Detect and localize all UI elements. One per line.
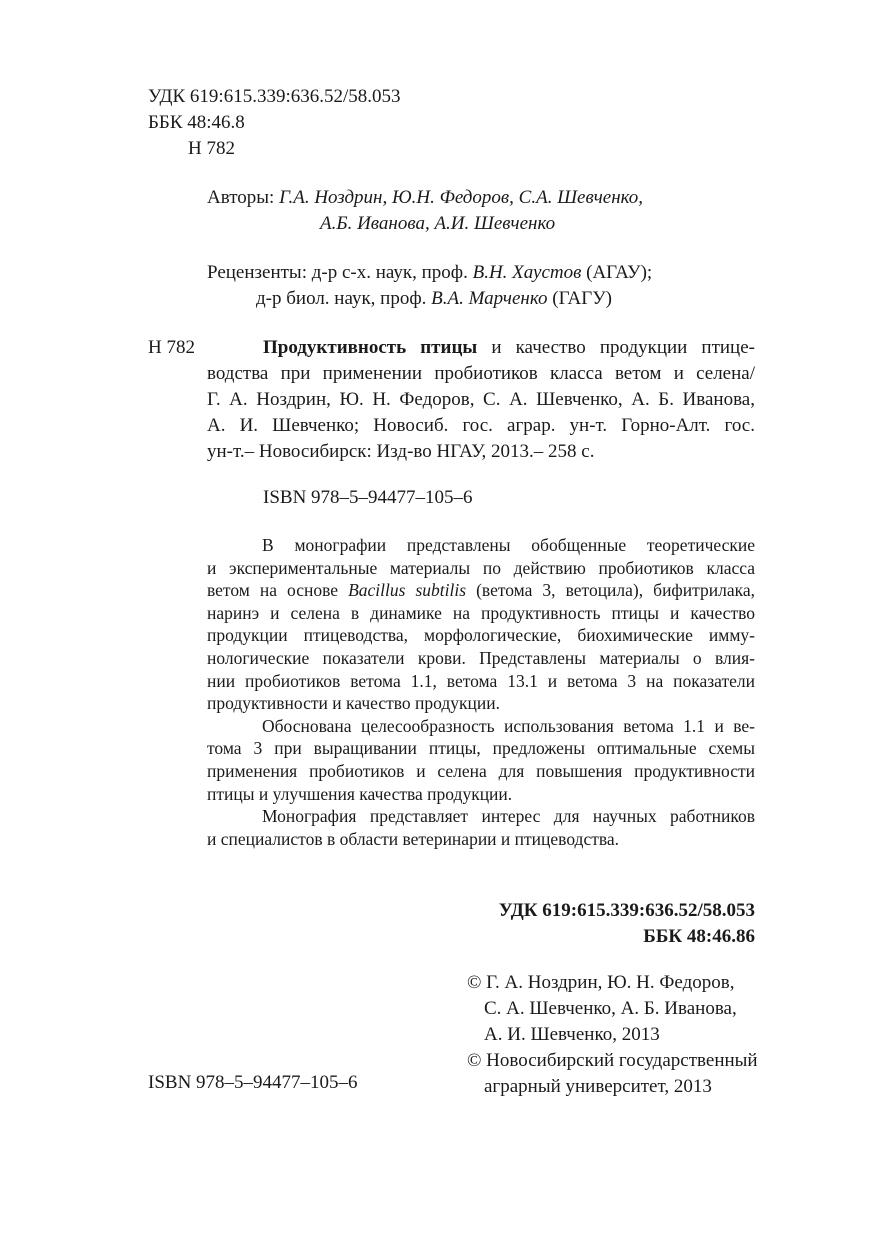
abstract-p1-line: продукции птицеводства, морфологические, биохимические имму- (207, 625, 755, 646)
copyright-block (467, 970, 758, 1100)
abstract-p2-line: птицы и улучшения качества продукции. (207, 783, 513, 804)
citation-line-3: Г. А. Ноздрин, Ю. Н. Федоров, С. А. Шевченко, А. Б. Иванова, (207, 389, 755, 410)
abstract-p1-line: нологические показатели крови. Представлены материалы о влия- (207, 647, 755, 668)
classification-bbk: ББК 48:46.86 (643, 926, 755, 947)
footer-isbn: ISBN 978–5–94477–105–6 (148, 1072, 358, 1093)
abstract-p1-line: ветом на основе (207, 580, 349, 601)
abstract-p1-line: наринэ и селена в динамике на продуктивность птицы и качество (207, 602, 755, 623)
abstract-p1-line: продуктивности и качество продукции. (207, 693, 500, 714)
abstract-p2-line: тома 3 при выращивании птицы, предложены оптимальные схемы (207, 738, 755, 759)
copyright-university-line: аграрный университет, 2013 (484, 1076, 712, 1097)
citation-isbn: ISBN 978–5–94477–105–6 (263, 487, 473, 508)
citation-code: Н 782 (148, 337, 195, 358)
abstract-p1-line: (ветома 3, ветоцила), бифитрилака, (466, 580, 755, 601)
abstract (207, 534, 755, 850)
authors-label: Авторы: (207, 187, 280, 208)
reviewer-1-name: В.Н. Хаустов (472, 262, 582, 283)
citation-block (207, 335, 755, 465)
abstract-p1-line: и экспериментальные материалы по действию пробиотиков класса (207, 557, 755, 578)
species-name: Bacillus subtilis (348, 580, 467, 601)
abstract-p2-line: Обоснована целесообразность использования ветома 1.1 и ве- (262, 715, 755, 736)
header-codes (148, 84, 401, 162)
classification-block (455, 898, 755, 950)
citation-line-4: А. И. Шевченко; Новосиб. гос. аграр. ун-т. Горно-Алт. гос. (207, 415, 755, 436)
authors-block (207, 185, 643, 237)
book-title-rest: и качество продукции птице- (477, 337, 755, 358)
reviewer-1-degree: д-р с-х. наук, проф. (311, 262, 473, 283)
reviewer-1-affiliation: (АГАУ); (581, 262, 653, 283)
reviewers-block (207, 260, 652, 312)
abstract-p1-line: В монографии представлены обобщенные теоретические (262, 535, 755, 555)
classification-udk: УДК 619:615.339:636.52/58.053 (498, 900, 755, 921)
abstract-p1-line: нии пробиотиков ветома 1.1, ветома 13.1 и ветома 3 на показатели (207, 670, 755, 691)
copyright-authors-line: А. И. Шевченко, 2013 (484, 1024, 660, 1045)
abstract-p3-line: Монография представляет интерес для научных работников (262, 806, 755, 827)
abstract-p3-line: и специалистов в области ветеринарии и птицеводства. (207, 828, 620, 849)
reviewers-label: Рецензенты: (207, 262, 312, 283)
header-udk: УДК 619:615.339:636.52/58.053 (148, 86, 401, 107)
citation-line-2: водства при применении пробиотиков класса ветом и селена/ (207, 363, 755, 384)
book-title: Продуктивность птицы (263, 337, 478, 358)
header-author-code: Н 782 (188, 138, 235, 159)
authors-line-1: Г.А. Ноздрин, Ю.Н. Федоров, С.А. Шевченко, (279, 187, 644, 208)
authors-line-2: А.Б. Иванова, А.И. Шевченко (320, 213, 556, 234)
copyright-university-line: © Новосибирский государственный (467, 1050, 758, 1071)
reviewer-2-degree: д-р биол. наук, проф. (256, 288, 432, 309)
reviewer-2-name: В.А. Марченко (431, 288, 548, 309)
abstract-p2-line: применения пробиотиков и селена для повышения продуктивности (207, 760, 755, 781)
citation-line-5: ун-т.– Новосибирск: Изд-во НГАУ, 2013.– 258 с. (207, 441, 595, 462)
reviewer-2-affiliation: (ГАГУ) (547, 288, 612, 309)
copyright-authors-line: С. А. Шевченко, А. Б. Иванова, (484, 998, 737, 1019)
header-bbk: ББК 48:46.8 (148, 112, 245, 133)
copyright-authors-line: © Г. А. Ноздрин, Ю. Н. Федоров, (467, 972, 735, 993)
